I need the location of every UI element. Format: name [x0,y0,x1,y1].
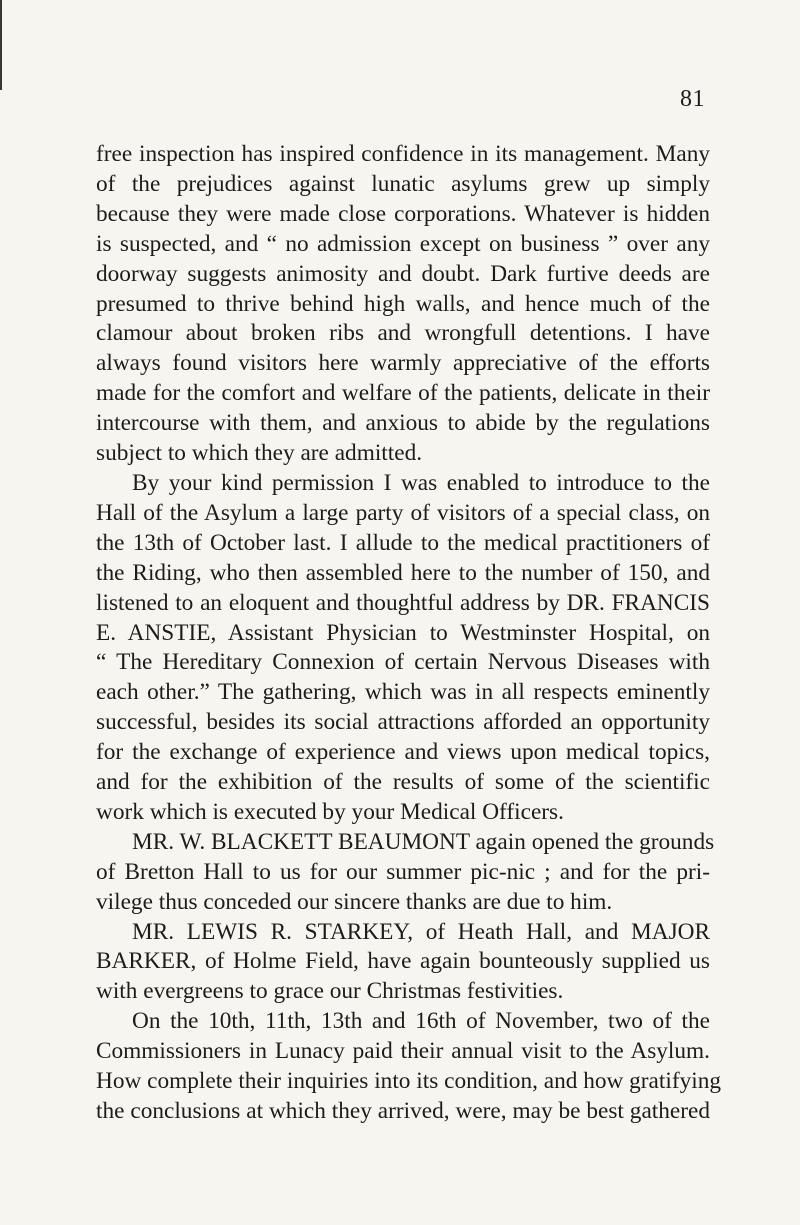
text-line: the 13th of October last. I allude to the medical practitioners of [96,529,710,556]
text-line: Hall of the Asylum a large party of visitors of a special class, on [96,499,710,526]
text-line: MR. LEWIS R. STARKEY, of Heath Hall, and MAJOR [132,918,710,945]
text-line: made for the comfort and welfare of the patients, delicate in their [96,380,710,407]
text-line: the Riding, who then assembled here to the number of 150, and [96,559,710,586]
text-line: of Bretton Hall to us for our summer pic-nic ; and for the pri- [96,858,710,885]
page-number: 81 [680,86,705,112]
text-line: subject to which they are admitted. [96,440,423,467]
text-line: clamour about broken ribs and wrongfull detentions. I have [96,320,710,347]
text-line: successful, besides its social attractions afforded an opportunity [96,709,710,736]
text-line: MR. W. BLACKETT BEAUMONT again opened the grounds [132,828,715,855]
text-line: with evergreens to grace our Christmas festivities. [96,978,564,1005]
text-line: doorway suggests animosity and doubt. Dark furtive deeds are [96,260,710,287]
text-line: intercourse with them, and anxious to abide by the regulations [96,410,710,437]
text-line: each other.” The gathering, which was in all respects eminently [96,679,710,706]
text-line: vilege thus conceded our sincere thanks are due to him. [96,888,613,915]
text-line: always found visitors here warmly appreciative of the efforts [96,350,710,377]
text-line: BARKER, of Holme Field, have again bounteously supplied us [96,948,710,975]
text-line: E. ANSTIE, Assistant Physician to Westminster Hospital, on [96,619,710,646]
text-line: work which is executed by your Medical Officers. [96,798,564,825]
text-line: is suspected, and “ no admission except on business ” over any [96,230,710,257]
text-line: of the prejudices against lunatic asylums grew up simply [96,170,710,197]
page-edge-line [0,0,2,90]
text-line: “ The Hereditary Connexion of certain Nervous Diseases with [96,649,710,676]
text-line: By your kind permission I was enabled to introduce to the [132,469,710,496]
text-line: free inspection has inspired confidence in its management. Many [96,141,710,167]
text-line: Commissioners in Lunacy paid their annual visit to the Asylum. [96,1038,710,1065]
text-line: the conclusions at which they arrived, were, may be best gathered [96,1098,710,1124]
text-line: because they were made close corporations. Whatever is hidden [96,200,710,227]
text-line: How complete their inquiries into its condition, and how gratifying [96,1068,722,1095]
body-text [96,140,722,1127]
text-line: for the exchange of experience and views upon medical topics, [96,739,710,766]
text-line: and for the exhibition of the results of some of the scientific [96,769,710,796]
text-line: On the 10th, 11th, 13th and 16th of November, two of the [132,1008,710,1035]
text-line: presumed to thrive behind high walls, and hence much of the [96,290,710,317]
text-line: listened to an eloquent and thoughtful address by DR. FRANCIS [96,589,710,616]
